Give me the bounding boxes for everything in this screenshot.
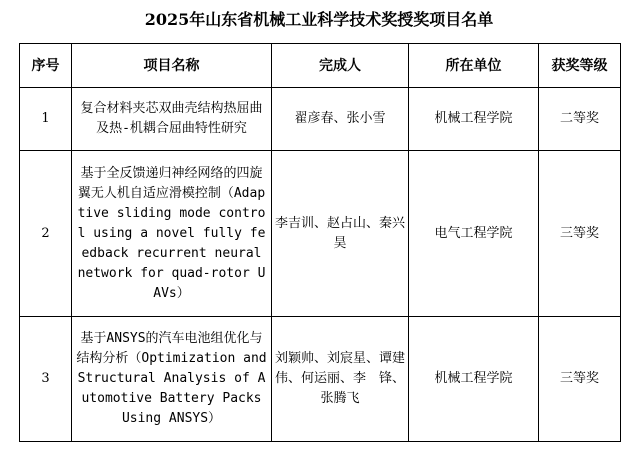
table-header-row — [20, 44, 621, 88]
award-table — [19, 43, 621, 442]
table-row — [20, 88, 621, 151]
row-unit: 机械工程学院 — [409, 317, 539, 442]
header-unit: 所在单位 — [409, 44, 539, 88]
row-level: 二等奖 — [539, 88, 621, 151]
row-people: 刘颖帅、刘宸星、谭建伟、何运丽、李 锋、张腾飞 — [272, 317, 409, 442]
row-unit: 机械工程学院 — [409, 88, 539, 151]
table-row — [20, 151, 621, 317]
row-level: 三等奖 — [539, 317, 621, 442]
row-unit: 电气工程学院 — [409, 151, 539, 317]
document-title: 2025年山东省机械工业科学技术奖授奖项目名单 — [144, 10, 494, 29]
header-project: 项目名称 — [72, 44, 272, 88]
row-index: 3 — [20, 317, 72, 442]
header-people: 完成人 — [272, 44, 409, 88]
table-row — [20, 317, 621, 442]
header-level: 获奖等级 — [539, 44, 621, 88]
row-people: 翟彦春、张小雪 — [272, 88, 409, 151]
row-project: 复合材料夹芯双曲壳结构热屈曲及热-机耦合屈曲特性研究 — [72, 88, 272, 151]
row-index: 2 — [20, 151, 72, 317]
row-project: 基于全反馈递归神经网络的四旋翼无人机自适应滑模控制（Adaptive sliding mode control using a novel fully feedback recurrent neural network for quad-rotor UAVs） — [72, 151, 272, 317]
row-project: 基于ANSYS的汽车电池组优化与结构分析（Optimization and Structural Analysis of Automotive Battery Packs Using ANSYS） — [72, 317, 272, 442]
header-index: 序号 — [20, 44, 72, 88]
row-people: 李吉训、赵占山、秦兴昊 — [272, 151, 409, 317]
row-index: 1 — [20, 88, 72, 151]
row-level: 三等奖 — [539, 151, 621, 317]
